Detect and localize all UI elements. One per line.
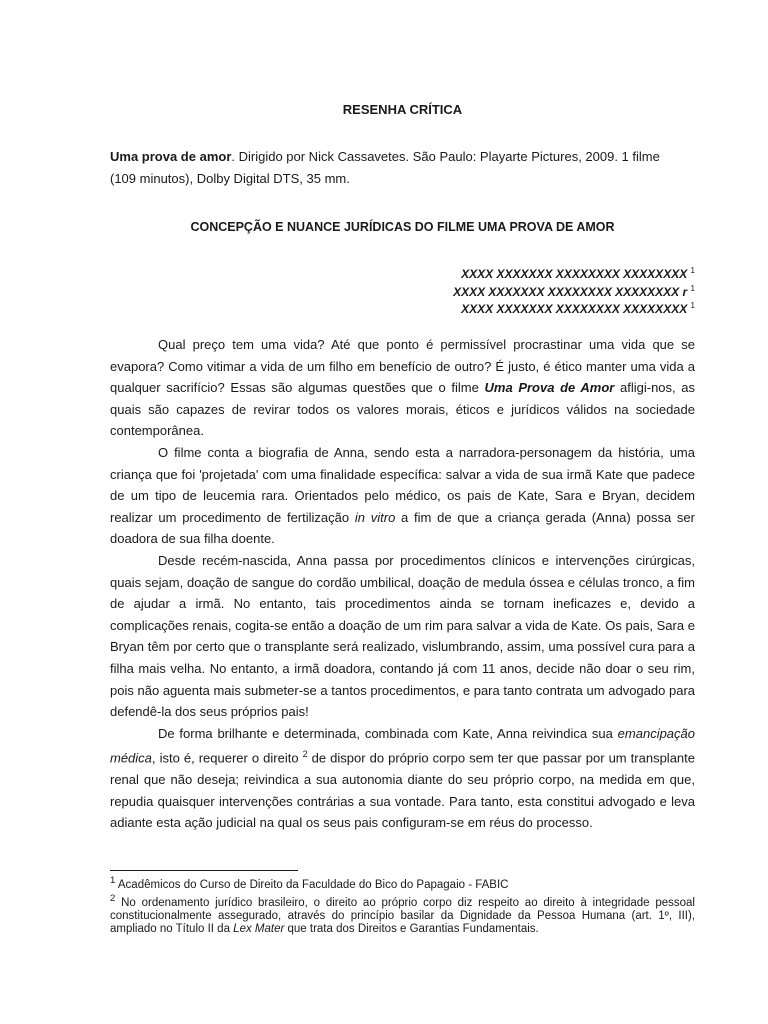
- article-subtitle: CONCEPÇÃO E NUANCE JURÍDICAS DO FILME UMA PROVA DE AMOR: [190, 220, 615, 234]
- paragraph: Desde recém-nascida, Anna passa por procedimentos clínicos e intervenções cirúrgicas, quais sejam, doação de sangue do cordão umbilical, doação de medula óssea e células tronco, a fim de ajudar a irmã. No entanto, tais procedimentos ainda se tornam ineficazes e, devido a complicações renais, cogita-se então a doação de um rim para salvar a vida de Kate. Os pais, Sara e Bryan têm por certo que o transplante será realizado, vislumbrando, assim, uma possível cura para a filha mais velha. No entanto, a irmã doadora, contando já com 11 anos, decide não doar o seu rim, pois não aguenta mais submeter-se a tantos procedimentos, e para tanto contrata um advogado para defendê-la dos seus próprios pais!: [110, 552, 695, 720]
- footnote-separator: [110, 870, 298, 871]
- paragraph: De forma brilhante e determinada, combinada com Kate, Anna reivindica sua emancipação médica, isto é, requerer o direito $^2$ de dispor do próprio corpo sem ter que passar por um transplante renal que não deseja; reivindica a sua autonomia diante do seu próprio corpo, na medida em que, repudia quaisquer intervenções contrárias a sua vontade. Para tanto, esta constitui advogado e leva adiante esta ação judicial na qual os seus pais configuram-se em réus do processo.: [110, 725, 695, 831]
- film-title: Uma prova de amor: [110, 149, 232, 164]
- footnotes: [110, 874, 695, 936]
- author-line: XXXX XXXXXXX XXXXXXXX XXXXXXXX $^1$: [461, 266, 695, 281]
- article-body: [110, 334, 695, 834]
- author-line: XXXX XXXXXXX XXXXXXXX XXXXXXXX $^1$: [461, 301, 695, 316]
- author-line: XXXX XXXXXXX XXXXXXXX XXXXXXXX r $^1$: [453, 283, 695, 299]
- page-title: RESENHA CRÍTICA: [342, 102, 463, 117]
- footnote-1: $^1$ Acadêmicos do Curso de Direito da Faculdade do Bico do Papagaio - FABIC: [110, 875, 509, 891]
- paragraph: Qual preço tem uma vida? Até que ponto é permissível procrastinar uma vida que se evapora? Como vitimar a vida de um filho em benefício de outro? É justo, é ético manter uma vida a qualquer sacrifício? Essas são algumas questões que o filme Uma Prova de Amor afligi-nos, as quais são capazes de revirar todos os valores morais, éticos e jurídicos válidos na sociedade contemporânea.: [110, 337, 696, 439]
- footnote-2: $^2$ No ordenamento jurídico brasileiro, o direito ao próprio corpo diz respeito ao direito à integridade pessoal constitucionalmente assegurado, através do princípio basilar da Dignidade da Pessoa Humana (art. 1º, III), ampliado no Título II da Lex Mater que trata dos Direitos e Garantias Fundamentais.: [110, 893, 695, 936]
- film-reference: [110, 146, 695, 190]
- reference-details-line2: (109 minutos), Dolby Digital DTS, 35 mm.: [110, 171, 350, 186]
- paragraph: O filme conta a biografia de Anna, sendo esta a narradora-personagem da história, uma criança que foi 'projetada' com uma finalidade específica: salvar a vida de sua irmã Kate que padece de um tipo de leucemia rara. Orientados pelo médico, os pais de Kate, Sara e Bryan, decidem realizar um procedimento de fertilização in vitro a fim de que a criança gerada (Anna) possa ser doadora de sua filha doente.: [110, 444, 695, 547]
- reference-details: . Dirigido por Nick Cassavetes. São Paulo: Playarte Pictures, 2009. 1 filme: [231, 149, 660, 164]
- author-list: [295, 264, 695, 317]
